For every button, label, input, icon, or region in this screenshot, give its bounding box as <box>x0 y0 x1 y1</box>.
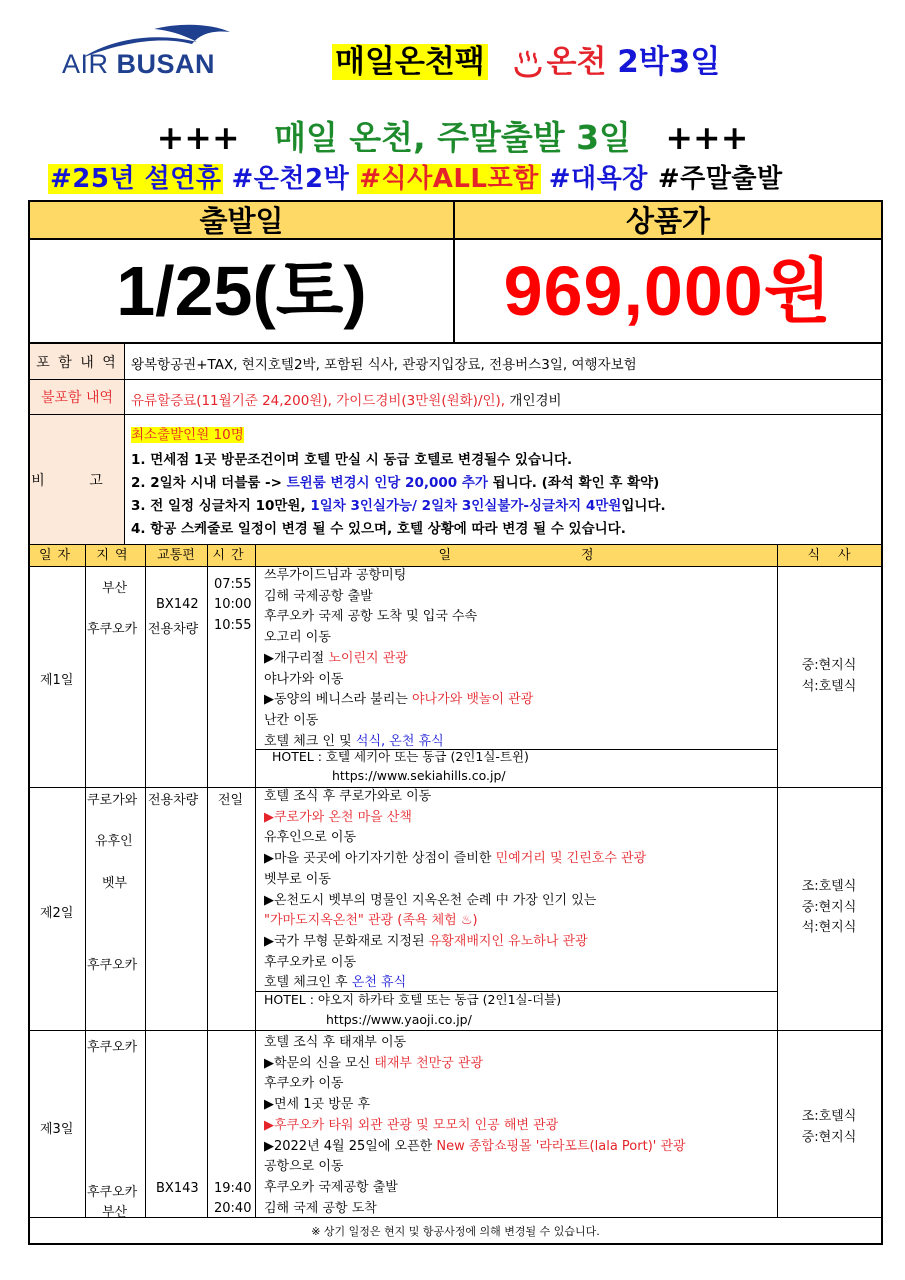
schedule-line: 쓰루가이드님과 공항미팅 <box>264 568 407 583</box>
title-nights: 2박3일 <box>617 44 721 80</box>
tour-highlight: 노이린지 관광 <box>328 650 408 666</box>
day3-schedule <box>264 1033 686 1219</box>
col-time-header: 시간 <box>212 548 250 563</box>
day1-vehicle: 전용차량 <box>148 622 199 637</box>
meal-item: 조:호텔식 <box>801 1109 857 1124</box>
excluded-costs: 유류할증료(11월기준 24,200원), 가이드경비(3만원(원화)/인), <box>131 393 506 409</box>
hot-spring-icon <box>513 49 543 79</box>
subtitle <box>0 112 905 159</box>
excluded-personal: 개인경비 <box>509 393 562 409</box>
schedule-line: 오고리 이동 <box>264 630 331 646</box>
day2-region-2: 유후인 <box>95 834 133 849</box>
col-day-header: 일자 <box>38 548 77 563</box>
schedule-line <box>264 649 533 670</box>
day2-vehicle: 전용차량 <box>148 793 199 808</box>
logo-word-busan: BUSAN <box>116 49 216 79</box>
day2-hotel-url[interactable]: https://www.yaoji.co.jp/ <box>326 1012 472 1027</box>
day2-time: 전일 <box>218 793 244 808</box>
day3-time-1: 19:40 <box>214 1181 252 1196</box>
day2-region-1: 쿠로가와 <box>87 793 138 808</box>
day3-region-2: 후쿠오카 <box>87 1185 138 1200</box>
day2-meals <box>777 877 881 939</box>
day1-label: 제1일 <box>40 673 74 688</box>
subtitle-left-marks: +++ <box>156 118 240 157</box>
schedule-line <box>264 1054 686 1075</box>
schedule-line: 김해 국제 공항 도착 <box>264 1200 377 1216</box>
note-2-c: 됩니다. (좌석 확인 후 확약) <box>492 475 660 491</box>
schedule-line: 유후인으로 이동 <box>264 830 357 846</box>
schedule-line: 야나가와 이동 <box>264 671 344 687</box>
meal-item: 중:현지식 <box>801 899 857 915</box>
subtitle-right-marks: +++ <box>665 118 749 157</box>
divider <box>207 545 208 1217</box>
note-2-a: 2. 2일차 시내 더블룸 -> <box>131 475 282 491</box>
meal-item: 조:호텔식 <box>801 879 857 894</box>
day1-hotel: HOTEL : 호텔 세키아 또는 동급 (2인1실-트윈) <box>272 749 529 764</box>
schedule-line: 공항으로 이동 <box>264 1159 344 1175</box>
departure-header: 출발일 <box>30 202 455 240</box>
logo-text <box>62 49 215 80</box>
day1-region-2: 후쿠오카 <box>87 622 138 637</box>
note-3-c: 입니다. <box>621 498 666 514</box>
schedule-line: 후쿠오카 이동 <box>264 1076 344 1092</box>
departure-date: 1/25(토) <box>30 240 455 342</box>
meal-item: 석:현지식 <box>801 920 857 936</box>
notes-label: 비 고 <box>30 415 124 544</box>
excluded-label-text: 불포함 내역 <box>40 390 114 406</box>
schedule-line: 후쿠오카로 이동 <box>264 954 357 970</box>
schedule-line: "가마도지옥온천" 관광 (족욕 체험 ♨) <box>264 913 478 929</box>
day3-region-3: 부산 <box>102 1205 128 1220</box>
title-highlight: 매일온천팩 <box>332 44 488 80</box>
day1-hotel-url[interactable]: https://www.sekiahills.co.jp/ <box>332 768 506 783</box>
divider <box>30 379 881 380</box>
day2-label: 제2일 <box>40 906 74 921</box>
schedule-text: 호텔 체크 인 및 <box>264 733 352 749</box>
tag-holiday: #25년 설연휴 <box>50 164 222 194</box>
included-text: 왕복항공권+TAX, 현지호텔2박, 포함된 식사, 관광지입장료, 전용버스3일, 여행자보험 <box>131 357 637 373</box>
day1-region-1: 부산 <box>102 581 128 596</box>
day1-time-3: 10:55 <box>214 618 252 633</box>
schedule-text: ▶개구리절 <box>264 650 325 666</box>
schedule-line: 호텔 조식 후 쿠로가와로 이동 <box>264 789 432 804</box>
day3-label: 제3일 <box>40 1122 74 1137</box>
day1-time-1: 07:55 <box>214 577 252 592</box>
divider <box>255 545 256 1217</box>
schedule-line: ▶쿠로가와 온천 마을 산책 <box>264 809 412 825</box>
price-header: 상품가 <box>455 202 881 240</box>
excluded-text <box>131 389 562 409</box>
schedule-line <box>264 1137 686 1158</box>
meal-item: 석:호텔식 <box>801 678 857 694</box>
schedule-line: ▶온천도시 벳부의 명물인 지옥온천 순례 中 가장 인기 있는 <box>264 892 597 908</box>
note-3-a: 3. 전 일정 싱글차지 10만원, <box>131 498 306 514</box>
divider <box>85 545 86 1217</box>
schedule-line: ▶면세 1곳 방문 후 <box>264 1097 371 1113</box>
hashtag-row <box>48 158 791 195</box>
tour-highlight: New 종합쇼핑몰 '라라포트(lala Port)' 관광 <box>436 1138 686 1154</box>
day2-schedule <box>264 787 646 994</box>
divider <box>30 342 881 344</box>
day1-flight: BX142 <box>156 597 199 612</box>
footer-disclaimer: ※ 상기 일정은 현지 및 항공사정에 의해 변경될 수 있습니다. <box>311 1225 600 1238</box>
col-region-header: 지역 <box>96 548 134 563</box>
schedule-text: 호텔 체크인 후 <box>264 975 348 991</box>
subtitle-main: 매일 온천, 주말출발 3일 <box>274 118 631 157</box>
schedule-line: ▶후쿠오카 타워 외관 관광 및 모모치 인공 해변 관광 <box>264 1117 559 1133</box>
price-value: 969,000원 <box>503 252 833 330</box>
schedule-text: ▶마을 곳곳에 아기자기한 상점이 즐비한 <box>264 851 492 867</box>
day2-region-3: 벳부 <box>102 876 128 891</box>
logo-word-air: AIR <box>62 49 109 79</box>
note-min-people-text: 최소출발인원 10명 <box>131 427 244 443</box>
schedule-line <box>264 932 646 953</box>
onsen-highlight: 온천 휴식 <box>351 975 407 991</box>
title-onsen: 온천 <box>546 44 607 80</box>
meal-item: 중:현지식 <box>801 658 857 673</box>
day2-hotel: HOTEL : 야오지 하카타 호텔 또는 동급 (2인1실-더블) <box>264 992 562 1007</box>
product-title <box>332 36 720 81</box>
note-1: 1. 면세점 1곳 방문조건이며 호텔 만실 시 동급 호텔로 변경될수 있습니다. <box>131 452 573 468</box>
schedule-line: 후쿠오카 국제공항 출발 <box>264 1179 398 1195</box>
tag-onsen: #온천2박 <box>231 164 350 194</box>
tour-highlight: 민예거리 및 긴린호수 관광 <box>495 851 647 867</box>
tour-highlight: 태재부 천만궁 관광 <box>374 1055 484 1071</box>
schedule-line: 난칸 이동 <box>264 712 319 728</box>
schedule-line: 김해 국제공항 출발 <box>264 588 373 604</box>
col-transport-header: 교통편 <box>157 548 195 563</box>
schedule-line <box>264 690 533 711</box>
note-2-b: 트윈룸 변경시 인당 20,000 추가 <box>286 475 488 491</box>
col-schedule-header: 일정 <box>438 548 724 563</box>
divider <box>124 344 125 544</box>
tag-bath: #대욕장 <box>548 164 648 194</box>
day3-meals <box>777 1107 881 1148</box>
meal-item: 중:현지식 <box>801 1129 857 1145</box>
note-2 <box>131 471 659 491</box>
note-4: 4. 항공 스케줄로 일정이 변경 될 수 있으며, 호텔 상황에 따라 변경 될 수 있습니다. <box>131 521 626 537</box>
schedule-line: 벳부로 이동 <box>264 871 331 887</box>
note-min-people <box>131 423 244 443</box>
note-3-b: 1일차 3인실가능/ 2일차 3인실불가-싱글차지 4만원 <box>310 498 622 514</box>
col-meal-header: 식사 <box>807 548 869 563</box>
schedule-text: ▶국가 무형 문화재로 지정된 <box>264 933 425 949</box>
divider <box>145 545 146 1217</box>
schedule-line: 호텔 조식 후 태재부 이동 <box>264 1035 407 1050</box>
schedule-text: ▶동양의 베니스라 불리는 <box>264 692 408 708</box>
tag-meals: #식사ALL포함 <box>359 164 539 194</box>
day1-meals <box>777 656 881 697</box>
included-label: 포 함 내 역 <box>30 344 124 379</box>
onsen-highlight: 석식, 온천 휴식 <box>355 733 444 749</box>
day3-time-2: 20:40 <box>214 1201 252 1216</box>
day1-schedule <box>264 566 533 752</box>
divider <box>30 414 881 415</box>
schedule-line <box>264 849 646 870</box>
tour-highlight: 야나가와 뱃놀이 관광 <box>411 692 534 708</box>
schedule-line: 후쿠오카 국제 공항 도착 및 입국 수속 <box>264 609 478 625</box>
day3-region-1: 후쿠오카 <box>87 1040 138 1055</box>
schedule-text: ▶2022년 4월 25일에 오픈한 <box>264 1138 433 1154</box>
excluded-label <box>30 380 124 414</box>
schedule-text: ▶학문의 신을 모신 <box>264 1055 371 1071</box>
day3-flight: BX143 <box>156 1181 199 1196</box>
note-3 <box>131 494 666 514</box>
tag-weekend: #주말출발 <box>657 164 783 194</box>
day1-time-2: 10:00 <box>214 597 252 612</box>
tour-highlight: 유황재배지인 유노하나 관광 <box>428 933 588 949</box>
day2-region-4: 후쿠오카 <box>87 958 138 973</box>
